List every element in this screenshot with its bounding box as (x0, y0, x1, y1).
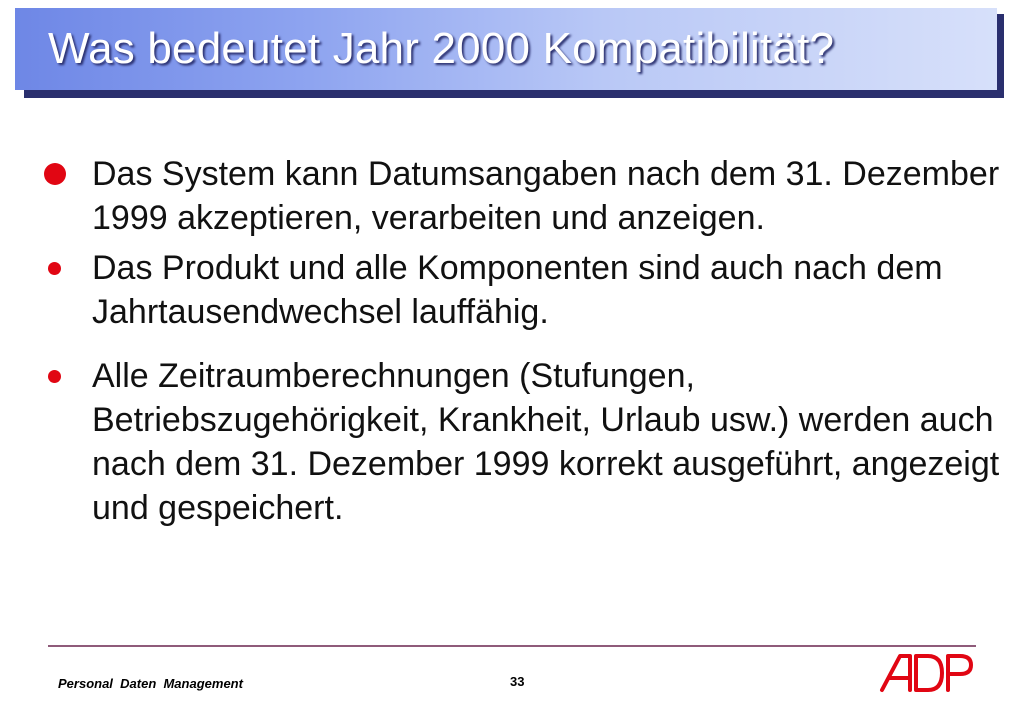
bullet-list (40, 152, 1015, 530)
bullet-text: Das Produkt und alle Komponenten sind auch nach dem Jahrtausendwechsel lauffähig. (92, 249, 943, 331)
bullet-item (40, 152, 1015, 240)
adp-logo-icon (876, 650, 976, 694)
bullet-text: Alle Zeitraumberechnungen (Stufungen, Betriebszugehörigkeit, Krankheit, Urlaub usw.) werden auch nach dem 31. Dezember 1999 korrekt ausgeführt, angezeigt und gespeichert. (92, 357, 1000, 527)
page-number: 33 (510, 674, 525, 689)
bullet-item (40, 246, 1015, 334)
bullet-dot-icon (44, 163, 66, 185)
footer-label: Personal Daten Management (58, 676, 243, 691)
bullet-item (40, 354, 1015, 530)
bullet-text: Das System kann Datumsangaben nach dem 31. Dezember 1999 akzeptieren, verarbeiten und anzeigen. (92, 155, 1000, 237)
bullet-dot-icon (48, 370, 61, 383)
bullet-dot-icon (48, 262, 61, 275)
slide-title: Was bedeutet Jahr 2000 Kompatibilität? (48, 24, 835, 73)
footer-divider (48, 645, 976, 647)
